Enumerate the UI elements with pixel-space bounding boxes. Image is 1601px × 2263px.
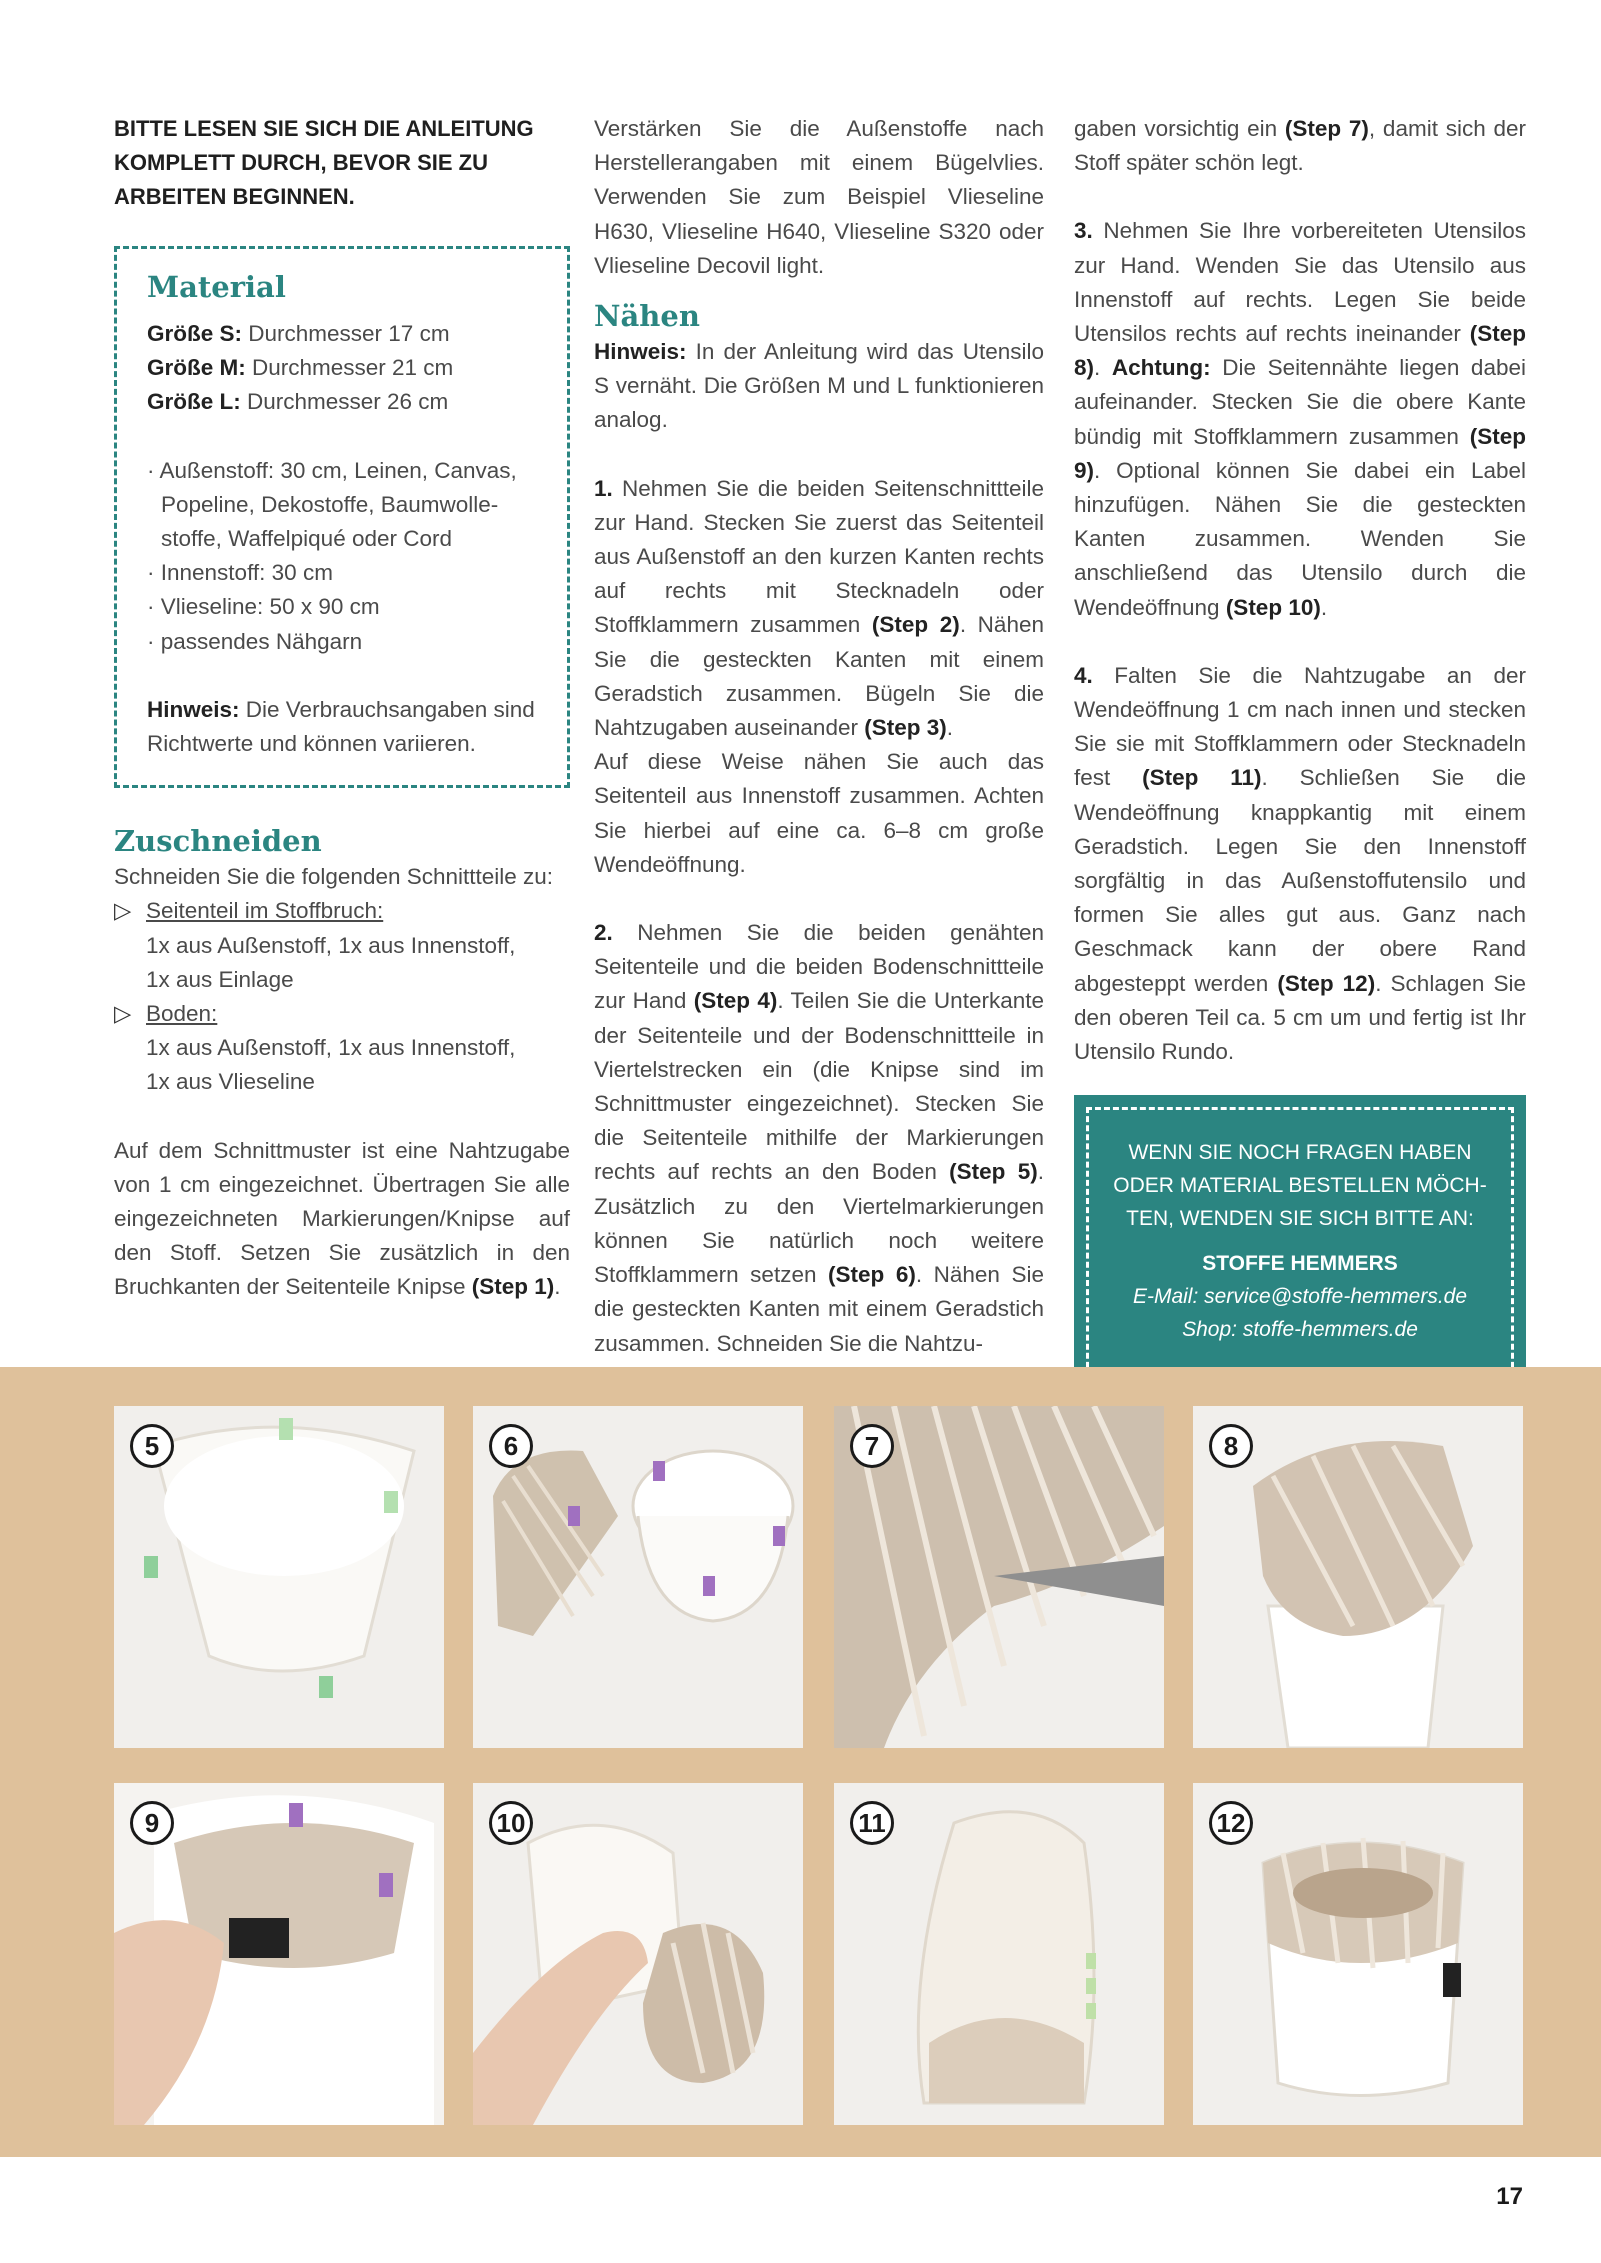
material-item: · passendes Nähgarn xyxy=(147,628,363,654)
step-1-paragraph-2: Auf diese Weise nähen Sie auch das Seitenteil aus Innenstoff zusammen. Achten Sie hierbei auf eine ca. 6–8 cm große Wendeöffnung. xyxy=(594,749,1044,877)
column-3 xyxy=(1074,112,1526,1389)
step-photo-5 xyxy=(114,1406,444,1748)
contact-line: ODER MATERIAL BESTELLEN MÖCH- xyxy=(1113,1174,1487,1198)
step-number-badge: 6 xyxy=(489,1424,533,1468)
step-number-badge: 8 xyxy=(1209,1424,1253,1468)
column-1: BITTE LESEN SIE SICH DIE ANLEITUNG KOMPLETT DURCH, BEVOR SIE ZU ARBEITEN BEGINNEN. Material Größe S: Durchmesser 17 cm Größe M: Durchmesser 21 cm Größe L: Durchmesser 26 cm · Außenstoff: 30 cm, Leinen, Canvas, Popeline, Dekostoffe, Baumwolle-stoffe, Waffelpiqué oder Cord · Innenstoff: 30 cm · Vlieseline: 50 x 90 cm · passendes Nähgarn Hinweis: Die Verbrauchsangaben sind Richtwerte und können variieren. Zuschneiden Schneiden Sie die folgenden Schnittteile zu: ▷ Seitenteil im Stoffbruch: 1x aus Außenstoff, 1x aus Innenstoff, 1x aus Einlage ▷ Boden: 1x aus Außenstoff, 1x aus Innenstoff, 1x aus Vlieseline Auf dem Schnittmuster ist eine Nahtzugabe von 1 cm eingezeichnet. Übertragen Sie alle eingezeichneten Markierungen/Knipse auf den Stoff. Setzen Sie zusätzlich in den Bruchkanten der Seitenteile Knipse (Step 1). xyxy=(114,112,570,1305)
contact-line: WENN SIE NOCH FRAGEN HABEN xyxy=(1128,1141,1472,1165)
step-number-badge: 9 xyxy=(130,1801,174,1845)
material-note: Hinweis: Die Verbrauchsangaben sind Richtwerte und können variieren. xyxy=(147,696,535,757)
size-m: Größe M: Durchmesser 21 cm xyxy=(147,355,454,381)
step-number-badge: 5 xyxy=(130,1424,174,1468)
zuschneiden-intro: Schneiden Sie die folgenden Schnittteile zu: xyxy=(114,864,554,890)
triangle-icon: ▷ xyxy=(114,1001,132,1027)
step-photo-12 xyxy=(1193,1783,1523,2125)
material-box xyxy=(114,246,570,788)
step-photo-8 xyxy=(1193,1406,1523,1748)
step-photo-11 xyxy=(834,1783,1164,2125)
column-2 xyxy=(594,112,1044,1361)
contact-box-inner xyxy=(1086,1107,1514,1377)
step-number-badge: 11 xyxy=(850,1801,894,1845)
cut-part-side: ▷ Seitenteil im Stoffbruch: xyxy=(114,894,570,928)
step-3-paragraph: 3. Nehmen Sie Ihre vorbereiteten Utensilos zur Hand. Wenden Sie das Utensilo aus Innenstoff auf rechts. Legen Sie beide Utensilos rechts auf rechts ineinander (Step 8). Achtung: Die Seitennähte liegen dabei aufeinander. Stecken Sie die obere Kante bündig mit Stoffklammern zusammen (Step 9). Optional können Sie dabei ein Label hinzufügen. Nähen Sie die gesteckten Kanten zusammen. Wenden Sie anschließend das Utensilo durch die Wendeöffnung (Step 10). xyxy=(1074,218,1526,620)
page-number: 17 xyxy=(1496,2183,1523,2210)
contact-email[interactable]: E-Mail: service@stoffe-hemmers.de xyxy=(1132,1285,1468,1309)
company-name: STOFFE HEMMERS xyxy=(1202,1252,1398,1276)
step-photo-9 xyxy=(114,1783,444,2125)
material-item: · Außenstoff: 30 cm, Leinen, Canvas, Popeline, Dekostoffe, Baumwolle-stoffe, Waffelpiqué oder Cord xyxy=(147,457,517,552)
step-1-paragraph: 1. Nehmen Sie die beiden Seitenschnittteile zur Hand. Stecken Sie zuerst das Seitenteil aus Außenstoff an den kurzen Kanten rechts auf rechts mit Stecknadeln oder Stoffklammern zusammen (Step 2). Nähen Sie die gesteckten Kanten mit einem Geradstich zusammen. Bügeln Sie die Nahtzugaben auseinander (Step 3). xyxy=(594,475,1044,741)
material-item: · Vlieseline: 50 x 90 cm xyxy=(147,594,380,620)
contact-box xyxy=(1074,1095,1526,1389)
contact-shop[interactable]: Shop: stoffe-hemmers.de xyxy=(1182,1318,1418,1342)
step-number-badge: 7 xyxy=(850,1424,894,1468)
step-photo-6 xyxy=(473,1406,803,1748)
reinforce-paragraph: Verstärken Sie die Außenstoffe nach Herstellerangaben mit einem Bügelvlies. Verwenden Sie zum Beispiel Vlieseline H630, Vlieseline H640, Vlieseline S320 oder Vlieseline Decovil light. xyxy=(594,116,1044,278)
step-photo-10 xyxy=(473,1783,803,2125)
cut-part-bottom: ▷ Boden: xyxy=(114,997,570,1031)
size-l: Größe L: Durchmesser 26 cm xyxy=(147,389,449,415)
step-number-badge: 10 xyxy=(489,1801,533,1845)
naehen-hinweis: Hinweis: In der Anleitung wird das Utensilo S vernäht. Die Größen M und L funktionieren analog. xyxy=(594,339,1044,433)
step-photo-7 xyxy=(834,1406,1164,1748)
step-2-continued: gaben vorsichtig ein (Step 7), damit sich der Stoff später schön legt. xyxy=(1074,116,1526,176)
intro-heading: BITTE LESEN SIE SICH DIE ANLEITUNG KOMPLETT DURCH, BEVOR SIE ZU ARBEITEN BEGINNEN. xyxy=(114,116,534,209)
triangle-icon: ▷ xyxy=(114,898,132,924)
seam-allowance-paragraph: Auf dem Schnittmuster ist eine Nahtzugabe von 1 cm eingezeichnet. Übertragen Sie alle eingezeichneten Markierungen/Knipse auf den Stoff. Setzen Sie zusätzlich in den Bruchkanten der Seitenteile Knipse (Step 1). xyxy=(114,1137,570,1300)
step-4-paragraph: 4. Falten Sie die Nahtzugabe an der Wendeöffnung 1 cm nach innen und stecken Sie sie mit Stoffklammern oder Stecknadeln fest (Step 11). Schließen Sie die Wendeöffnung knappkantig mit einem Geradstich. Legen Sie den Innenstoff sorgfältig in das Außenstoffutensilo und formen Sie alles gut aus. Ganz nach Geschmack kann der obere Rand abgesteppt werden (Step 12). Schlagen Sie den oberen Teil ca. 5 cm um und fertig ist Ihr Utensilo Rundo. xyxy=(1074,662,1526,1065)
naehen-title: Nähen xyxy=(594,299,700,334)
step-2-paragraph: 2. Nehmen Sie die beiden genähten Seitenteile und die beiden Bodenschnittteile zur Hand (Step 4). Teilen Sie die Unterkante der Seitenteile und der Bodenschnittteile in Viertelstrecken ein (die Knipse sind im Schnittmuster eingezeichnet). Stecken Sie die Seitenteile mithilfe der Markierungen rechts auf rechts an den Boden (Step 5). Zusätzlich zu den Viertelmarkierungen können Sie natürlich noch weitere Stoffklammern setzen (Step 6). Nähen Sie die gesteckten Kanten mit einem Geradstich zusammen. Schneiden Sie die Nahtzu- xyxy=(594,920,1045,1356)
size-s: Größe S: Durchmesser 17 cm xyxy=(147,321,450,346)
material-item: · Innenstoff: 30 cm xyxy=(147,560,333,586)
contact-line: TEN, WENDEN SIE SICH BITTE AN: xyxy=(1126,1207,1474,1231)
step-number-badge: 12 xyxy=(1209,1801,1253,1845)
material-title: Material xyxy=(147,270,286,304)
zuschneiden-title: Zuschneiden xyxy=(114,824,322,859)
